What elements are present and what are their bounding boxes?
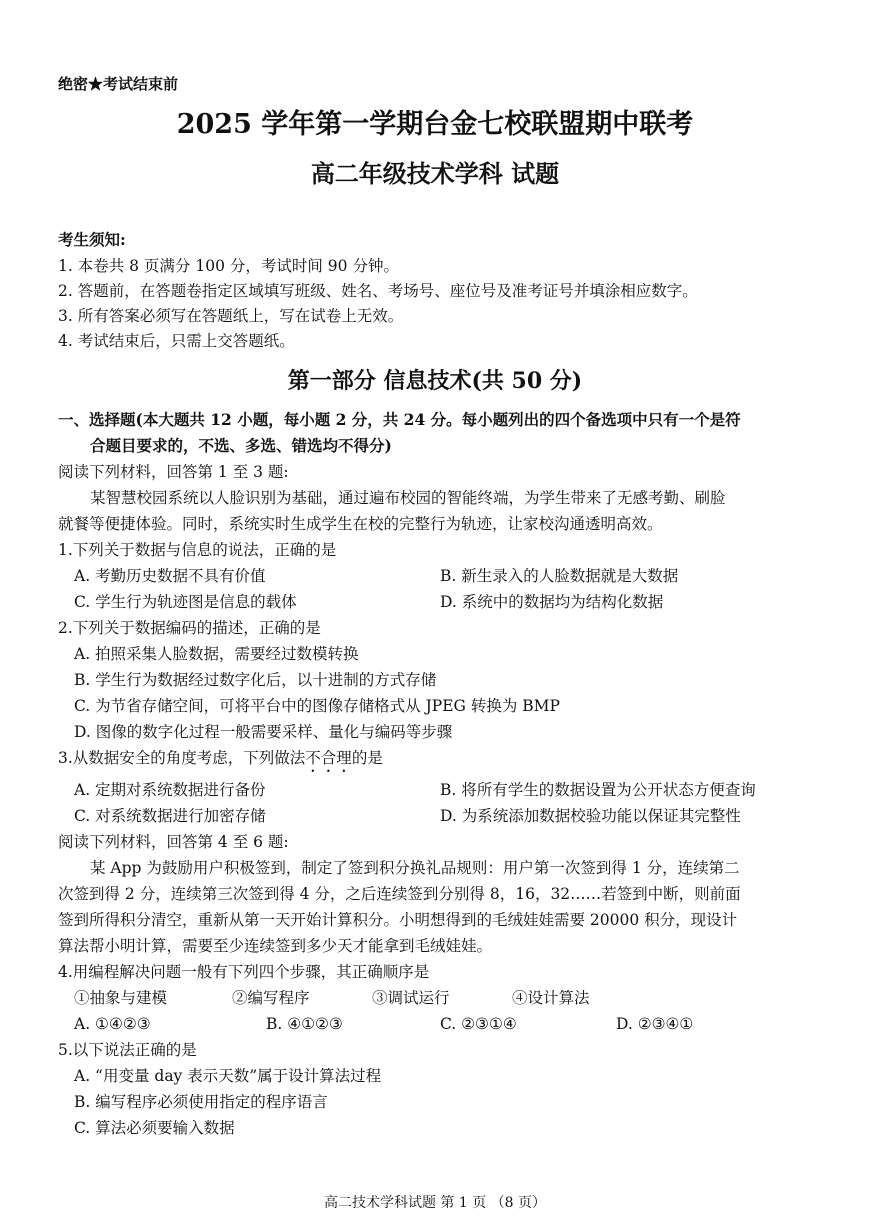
question-stem: 4.用编程解决问题一般有下列四个步骤，其正确顺序是 <box>58 963 430 981</box>
stem-text: 3.从数据安全的角度考虑，下列做法 <box>58 749 306 767</box>
option-a: A. 定期对系统数据进行备份 <box>74 781 266 799</box>
section-heading: 合题目要求的，不选、多选、错选均不得分) <box>90 436 392 455</box>
option-c: C. 对系统数据进行加密存储 <box>74 807 266 825</box>
material-text: 算法帮小明计算，需要至少连续签到多少天才能拿到毛绒娃娃。 <box>58 937 493 955</box>
notice-item: 4. 考试结束后，只需上交答题纸。 <box>58 332 295 350</box>
notice-heading: 考生须知: <box>58 230 126 249</box>
step-item: ②编写程序 <box>232 989 310 1007</box>
emphasis-text: 不合理 <box>305 749 352 767</box>
material-text: 就餐等便捷体验。同时，系统实时生成学生在校的完整行为轨迹，让家校沟通透明高效。 <box>58 515 663 533</box>
material-text: 签到所得积分清空，重新从第一天开始计算积分。小明想得到的毛绒娃娃需要 20000 积分，现设计 <box>58 911 738 929</box>
option-a: A. ①④②③ <box>74 1015 151 1033</box>
step-item: ④设计算法 <box>512 989 590 1007</box>
material-intro: 阅读下列材料，回答第 4 至 6 题: <box>58 833 289 851</box>
part-title: 第一部分 信息技术(共 50 分) <box>287 368 583 394</box>
step-item: ①抽象与建模 <box>74 989 168 1007</box>
question-stem: 1.下列关于数据与信息的说法，正确的是 <box>58 541 337 559</box>
option-d: D. ②③④① <box>616 1015 694 1033</box>
option-b: B. 编写程序必须使用指定的程序语言 <box>74 1093 328 1111</box>
material-text: 某 App 为鼓励用户积极签到，制定了签到积分换礼品规则：用户第一次签到得 1 分，连续第二 <box>90 859 740 877</box>
option-b: B. ④①②③ <box>266 1015 343 1033</box>
option-d: D. 为系统添加数据校验功能以保证其完整性 <box>440 807 741 825</box>
exam-subtitle: 高二年级技术学科 试题 <box>310 159 560 188</box>
option-c: C. 算法必须要输入数据 <box>74 1119 235 1137</box>
question-stem: 5.以下说法正确的是 <box>58 1041 197 1059</box>
stem-text: 的是 <box>351 749 383 767</box>
option-d: D. 系统中的数据均为结构化数据 <box>440 593 664 611</box>
option-c: C. 学生行为轨迹图是信息的载体 <box>74 593 297 611</box>
question-stem: 2.下列关于数据编码的描述，正确的是 <box>58 619 321 637</box>
option-a: A. 拍照采集人脸数据，需要经过数模转换 <box>74 645 359 663</box>
secret-label: 绝密★考试结束前 <box>58 75 179 93</box>
option-b: B. 学生行为数据经过数字化后，以十进制的方式存储 <box>74 671 437 689</box>
page-footer: 高二技术学科试题 第 1 页 （8 页） <box>323 1195 547 1211</box>
question-stem <box>58 748 383 776</box>
material-text: 次签到得 2 分，连续第三次签到得 4 分，之后连续签到分别得 8，16，32……若签到中断，则前面 <box>58 885 741 903</box>
option-c: C. ②③①④ <box>440 1015 517 1033</box>
option-b: B. 将所有学生的数据设置为公开状态方便查询 <box>440 781 756 799</box>
notice-item: 3. 所有答案必须写在答题纸上，写在试卷上无效。 <box>58 307 404 325</box>
notice-item: 2. 答题前，在答题卷指定区域填写班级、姓名、考场号、座位号及准考证号并填涂相应数字。 <box>58 282 698 300</box>
option-c: C. 为节省存储空间，可将平台中的图像存储格式从 JPEG 转换为 BMP <box>74 697 560 715</box>
option-d: D. 图像的数字化过程一般需要采样、量化与编码等步骤 <box>74 723 453 741</box>
option-a: A. “用变量 day 表示天数”属于设计算法过程 <box>74 1067 382 1085</box>
option-b: B. 新生录入的人脸数据就是大数据 <box>440 567 679 585</box>
section-heading: 一、选择题(本大题共 12 小题，每小题 2 分，共 24 分。每小题列出的四个备选项中只有一个是符 <box>58 410 741 429</box>
notice-item: 1. 本卷共 8 页满分 100 分，考试时间 90 分钟。 <box>58 257 399 275</box>
exam-title: 2025 学年第一学期台金七校联盟期中联考 <box>176 109 694 140</box>
step-item: ③调试运行 <box>372 989 450 1007</box>
material-text: 某智慧校园系统以人脸识别为基础，通过遍布校园的智能终端，为学生带来了无感考勤、刷脸 <box>90 489 726 507</box>
material-intro: 阅读下列材料，回答第 1 至 3 题: <box>58 463 289 481</box>
option-a: A. 考勤历史数据不具有价值 <box>74 567 266 585</box>
